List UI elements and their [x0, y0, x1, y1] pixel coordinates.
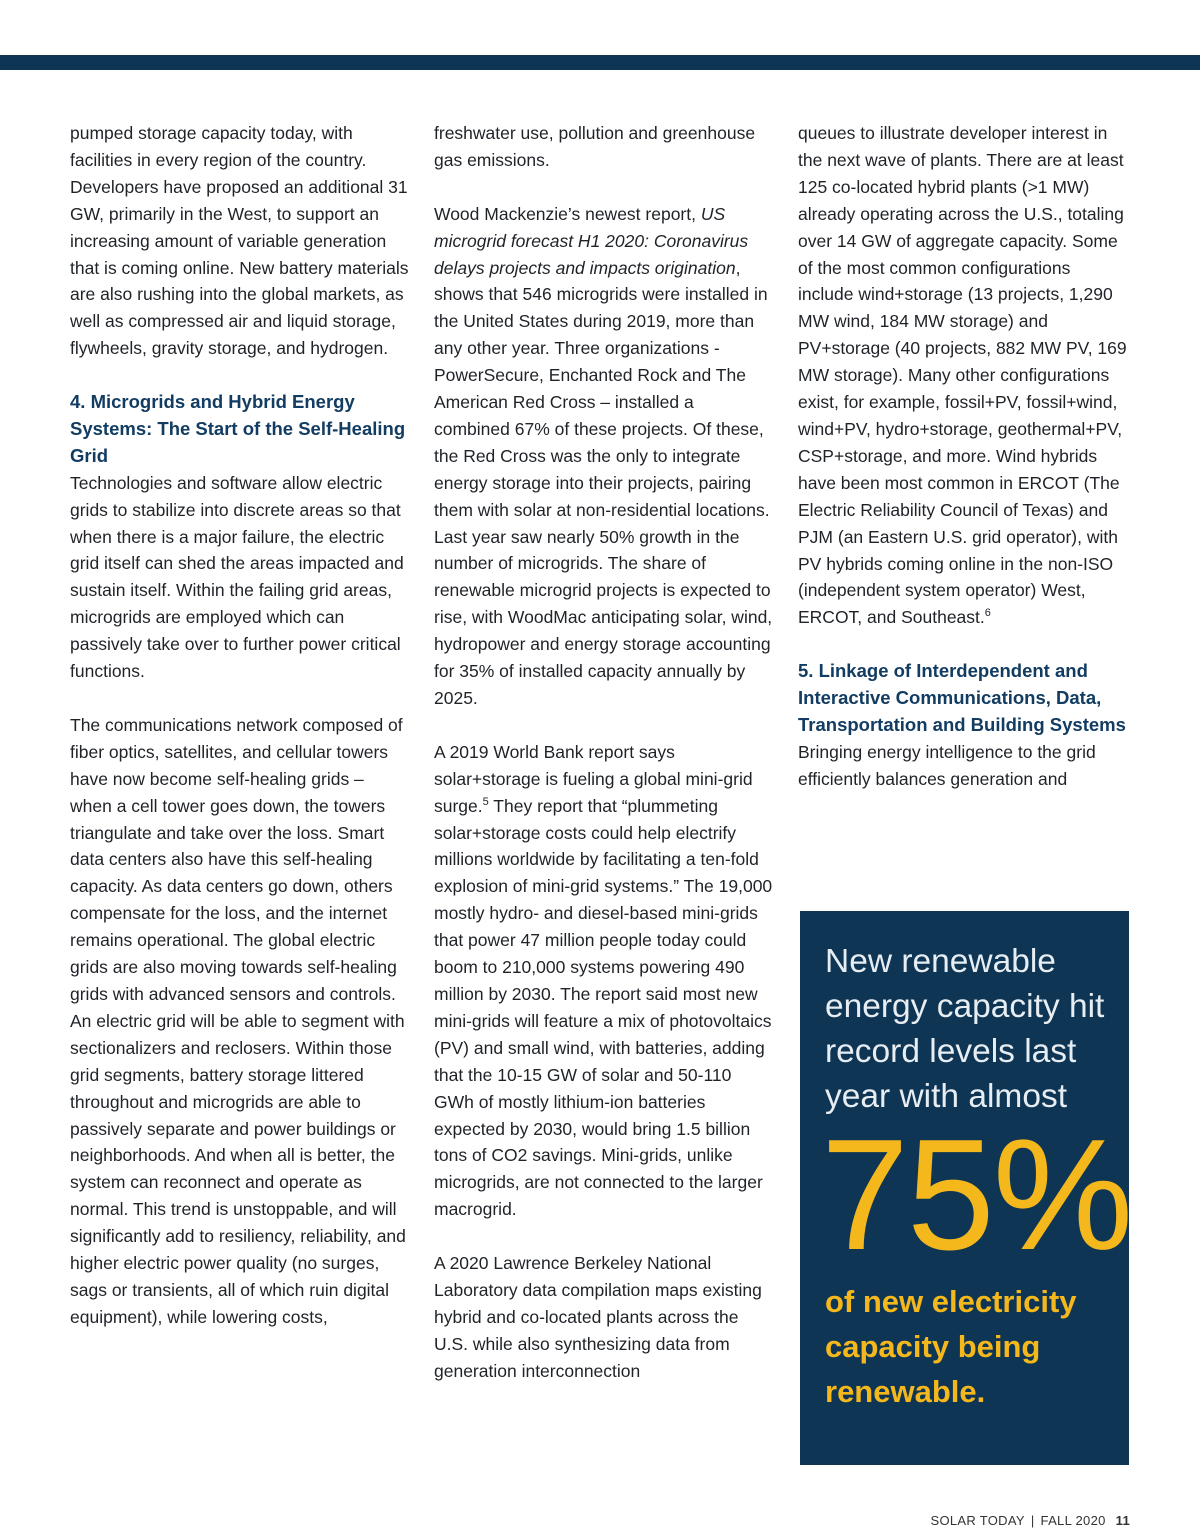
text-run: queues to illustrate developer interest in the next wave of plants. There are at least 125 co-located hybrid plants (>1 MW) already operating across the U.S., totaling over 14 GW of aggregate capacity. Some of the most common configurations include wind+storage (13 projects, 1,290 MW wind, 184 MW storage) and PV+storage (40 projects, 882 MW PV, 169 MW storage). Many other configurations exist, for example, fossil+PV, fossil+wind, wind+PV, hydro+storage, geothermal+PV, CSP+storage, and more. Wind hybrids have been most common in ERCOT (The Electric Reliability Council of Texas) and PJM (an Eastern U.S. grid operator), with PV hybrids coming online in the non-ISO (independent system operator) West, ERCOT, and Southeast.	[798, 123, 1127, 628]
body-paragraph: freshwater use, pollution and greenhouse gas emissions.	[434, 123, 756, 170]
pull-quote-box	[800, 911, 1132, 1465]
pull-quote-lead: New renewable energy capacity hit record levels last year with almost	[825, 943, 1105, 1115]
column-middle	[434, 120, 774, 1385]
text-run: , shows that 546 microgrids were installed in the United States during 2019, more than any other year. Three organizations - PowerSecure, Enchanted Rock and The American Red Cross – installed a combined 67% of these projects. Of these, the Red Cross was the only to integrate energy storage into their projects, pairing them with solar at non-residential locations. Last year saw nearly 50% growth in the number of microgrids. The share of renewable microgrid projects is expected to rise, with WoodMac anticipating solar, wind, hydropower and energy storage accounting for 35% of installed capacity annually by 2025.	[434, 257, 773, 709]
page-number: 11	[1115, 1513, 1130, 1528]
header-bar	[0, 55, 1200, 70]
section-heading-linkage: 5. Linkage of Interdependent and Interactive Communications, Data, Transportation and Building Systems	[798, 660, 1126, 735]
footnote-ref: 5	[482, 795, 489, 808]
column-right	[798, 120, 1128, 793]
text-run: A 2019 World Bank report says solar+storage is fueling a global mini-grid surge.	[434, 741, 753, 816]
text-run: Wood Mackenzie’s newest report,	[434, 203, 701, 224]
pull-quote-stat: 75%	[821, 1107, 1132, 1283]
publication-name: SOLAR TODAY	[930, 1513, 1025, 1528]
body-paragraph	[434, 739, 774, 1223]
column-left	[70, 120, 410, 1331]
body-paragraph: A 2020 Lawrence Berkeley National Laboratory data compilation maps existing hybrid and co-located plants across the U.S. while also synthesizing data from generation interconnection	[434, 1253, 762, 1381]
section-heading-microgrids: 4. Microgrids and Hybrid Energy Systems: The Start of the Self-Healing Grid	[70, 391, 406, 466]
text-run: They report that “plummeting solar+storage costs could help electrify millions worldwide by facilitating a ten-fold explosion of mini-grid systems.” The 19,000 mostly hydro- and diesel-based mini-grids that power 47 million people today could boom to 210,000 systems powering 490 million by 2030. The report said most new mini-grids will feature a mix of photovoltaics (PV) and small wind, with batteries, adding that the 10-15 GW of solar and 50-110 GWh of mostly lithium-ion batteries expected by 2030, would bring 1.5 billion tons of CO2 savings. Mini-grids, unlike microgrids, are not connected to the larger macrogrid.	[434, 795, 773, 1220]
body-paragraph	[434, 201, 774, 712]
pull-quote-tail: of new electricity capacity being renewable.	[825, 1284, 1077, 1409]
body-paragraph: pumped storage capacity today, with facilities in every region of the country. Developers have proposed an additional 31 GW, primarily in the West, to support an increasing amount of variable generation that is coming online. New battery materials are also rushing into the global markets, as well as compressed air and liquid storage, flywheels, gravity storage, and hydrogen.	[70, 123, 409, 359]
body-paragraph: The communications network composed of fiber optics, satellites, and cellular towers have now become self-healing grids – when a cell tower goes down, the towers triangulate and take over the loss. Smart data centers also have this self-healing capacity. As data centers go down, others compensate for the loss, and the internet remains operational. The global electric grids are also moving towards self-healing grids with advanced sensors and controls. An electric grid will be able to segment with sectionalizers and reclosers. Within those grid segments, battery storage littered throughout and microgrids are able to passively separate and power buildings or neighborhoods. And when all is better, the system can reconnect and operate as normal. This trend is unstoppable, and will significantly add to resiliency, reliability, and higher electric power quality (no surges, sags or transients, all of which ruin digital equipment), while lowering costs,	[70, 714, 406, 1327]
body-paragraph	[798, 120, 1128, 631]
page-footer	[931, 1513, 1130, 1528]
body-paragraph: Bringing energy intelligence to the grid efficiently balances generation and	[798, 741, 1096, 789]
report-title: US microgrid forecast H1 2020: Coronavirus delays projects and impacts origination	[434, 203, 749, 278]
footnote-ref: 6	[984, 607, 991, 620]
issue-label: FALL 2020	[1040, 1513, 1106, 1528]
footer-separator: |	[1030, 1513, 1035, 1528]
body-paragraph: Technologies and software allow electric grids to stabilize into discrete areas so that when there is a major failure, the electric grid itself can shed the areas impacted and sustain itself. Within the failing grid areas, microgrids are employed which can passively take over to further power critical functions.	[70, 472, 404, 682]
